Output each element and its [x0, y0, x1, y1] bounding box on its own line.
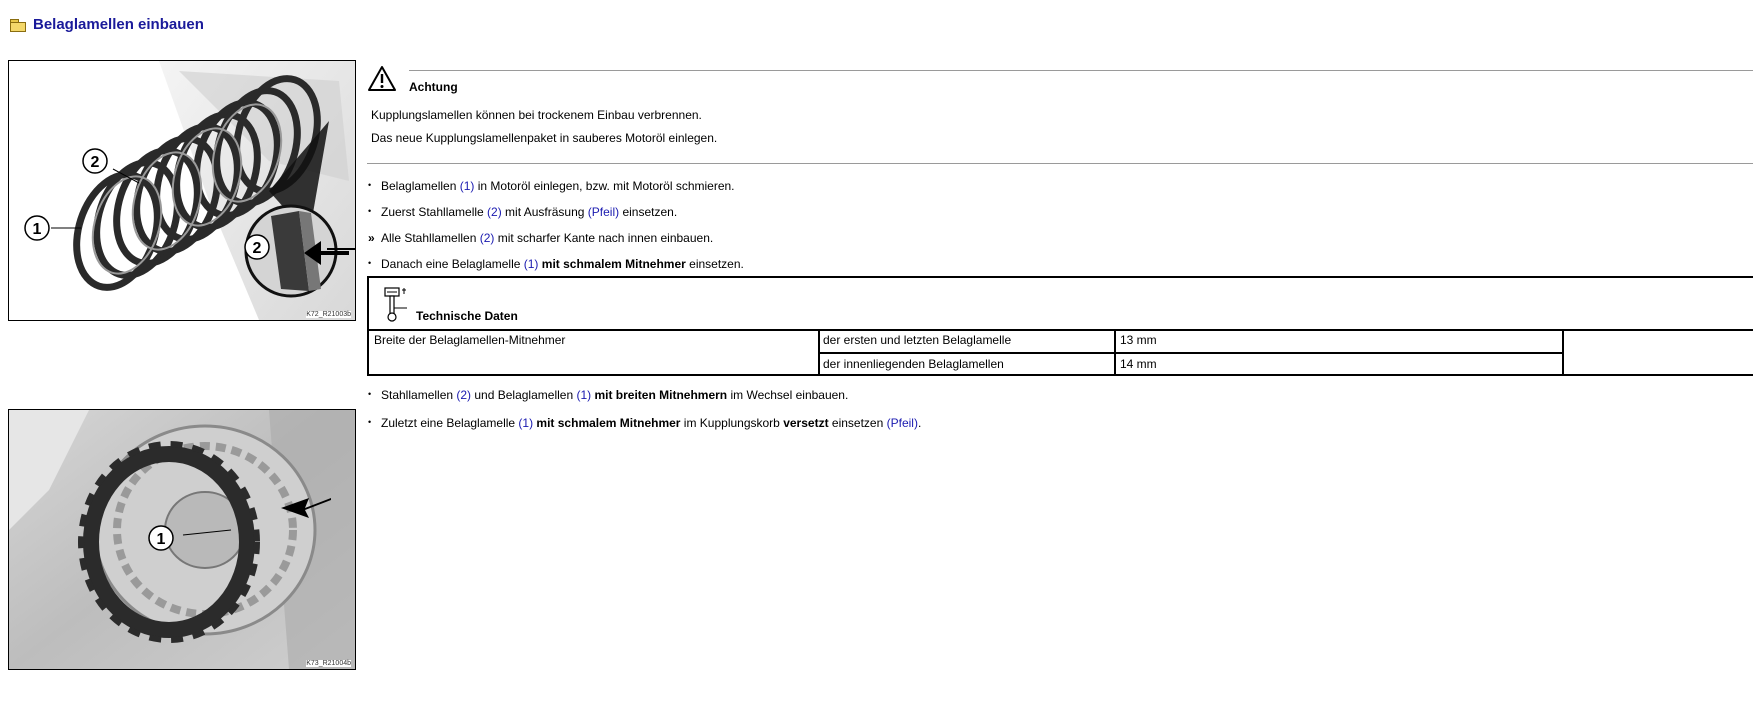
- warning-bottom-rule: [367, 163, 1753, 164]
- folder-icon: [10, 19, 25, 31]
- bullet-icon: •: [368, 417, 372, 427]
- tech-data-condition-2: der innenliegenden Belaglamellen: [823, 357, 1004, 371]
- divider: [818, 352, 1564, 354]
- reference-link[interactable]: (Pfeil): [886, 416, 918, 430]
- tech-data-parameter: Breite der Belaglamellen-Mitnehmer: [374, 333, 566, 347]
- tech-data-header: [369, 278, 1753, 331]
- reference-link[interactable]: (1): [523, 257, 539, 271]
- caliper-icon: [383, 286, 409, 325]
- bullet-icon: •: [368, 258, 372, 268]
- warning-top-rule: [409, 70, 1753, 71]
- reference-link[interactable]: (2): [479, 231, 495, 245]
- reference-link[interactable]: (2): [487, 205, 502, 219]
- reference-link[interactable]: (2): [456, 388, 472, 402]
- callout-1-basket: 1: [156, 531, 166, 548]
- tech-data-table: [367, 276, 1753, 376]
- bullet-icon: •: [368, 206, 372, 216]
- illustration-clutch-plates: [8, 60, 356, 321]
- step-3: » Alle Stahllamellen (2) mit scharfer Kante nach innen einbauen.: [368, 231, 714, 245]
- page-header: [10, 16, 204, 33]
- tech-data-value-1: 13 mm: [1120, 333, 1157, 347]
- image-code: K72_R21003b: [306, 311, 351, 318]
- illustration-clutch-basket: [8, 409, 356, 670]
- step-5: • Stahllamellen (2) und Belaglamellen (1) mit breiten Mitnehmern im Wechsel einbauen.: [368, 388, 849, 402]
- step-6: • Zuletzt eine Belaglamelle (1) mit schmalem Mitnehmer im Kupplungskorb versetzt einsetzen (Pfeil).: [368, 416, 922, 430]
- double-chevron-icon: »: [368, 231, 375, 245]
- callout-2-zoom: 2: [252, 240, 262, 257]
- step-2: • Zuerst Stahllamelle (2) mit Ausfräsung (Pfeil) einsetzen.: [368, 205, 678, 219]
- reference-link[interactable]: (Pfeil): [587, 205, 620, 219]
- warning-line-2: Das neue Kupplungslamellenpaket in sauberes Motoröl einlegen.: [371, 131, 718, 145]
- bullet-icon: •: [368, 180, 372, 190]
- tech-data-title: Technische Daten: [416, 309, 518, 323]
- warning-triangle-icon: [367, 65, 397, 96]
- tech-data-condition-1: der ersten und letzten Belaglamelle: [823, 333, 1012, 347]
- reference-link[interactable]: (1): [518, 416, 534, 430]
- warning-heading: Achtung: [409, 80, 458, 94]
- warning-line-1: Kupplungslamellen können bei trockenem Einbau verbrennen.: [371, 108, 702, 122]
- image-code: K73_R21004b: [306, 660, 351, 667]
- page-title: Belaglamellen einbauen: [33, 16, 204, 33]
- reference-link[interactable]: (1): [576, 388, 592, 402]
- tech-data-value-2: 14 mm: [1120, 357, 1157, 371]
- reference-link[interactable]: (1): [459, 179, 475, 193]
- bullet-icon: •: [368, 389, 372, 399]
- step-4: • Danach eine Belaglamelle (1) mit schmalem Mitnehmer einsetzen.: [368, 257, 744, 271]
- step-1: • Belaglamellen (1) in Motoröl einlegen, bzw. mit Motoröl schmieren.: [368, 179, 735, 193]
- callout-2: 2: [90, 154, 100, 171]
- callout-1: 1: [32, 221, 42, 238]
